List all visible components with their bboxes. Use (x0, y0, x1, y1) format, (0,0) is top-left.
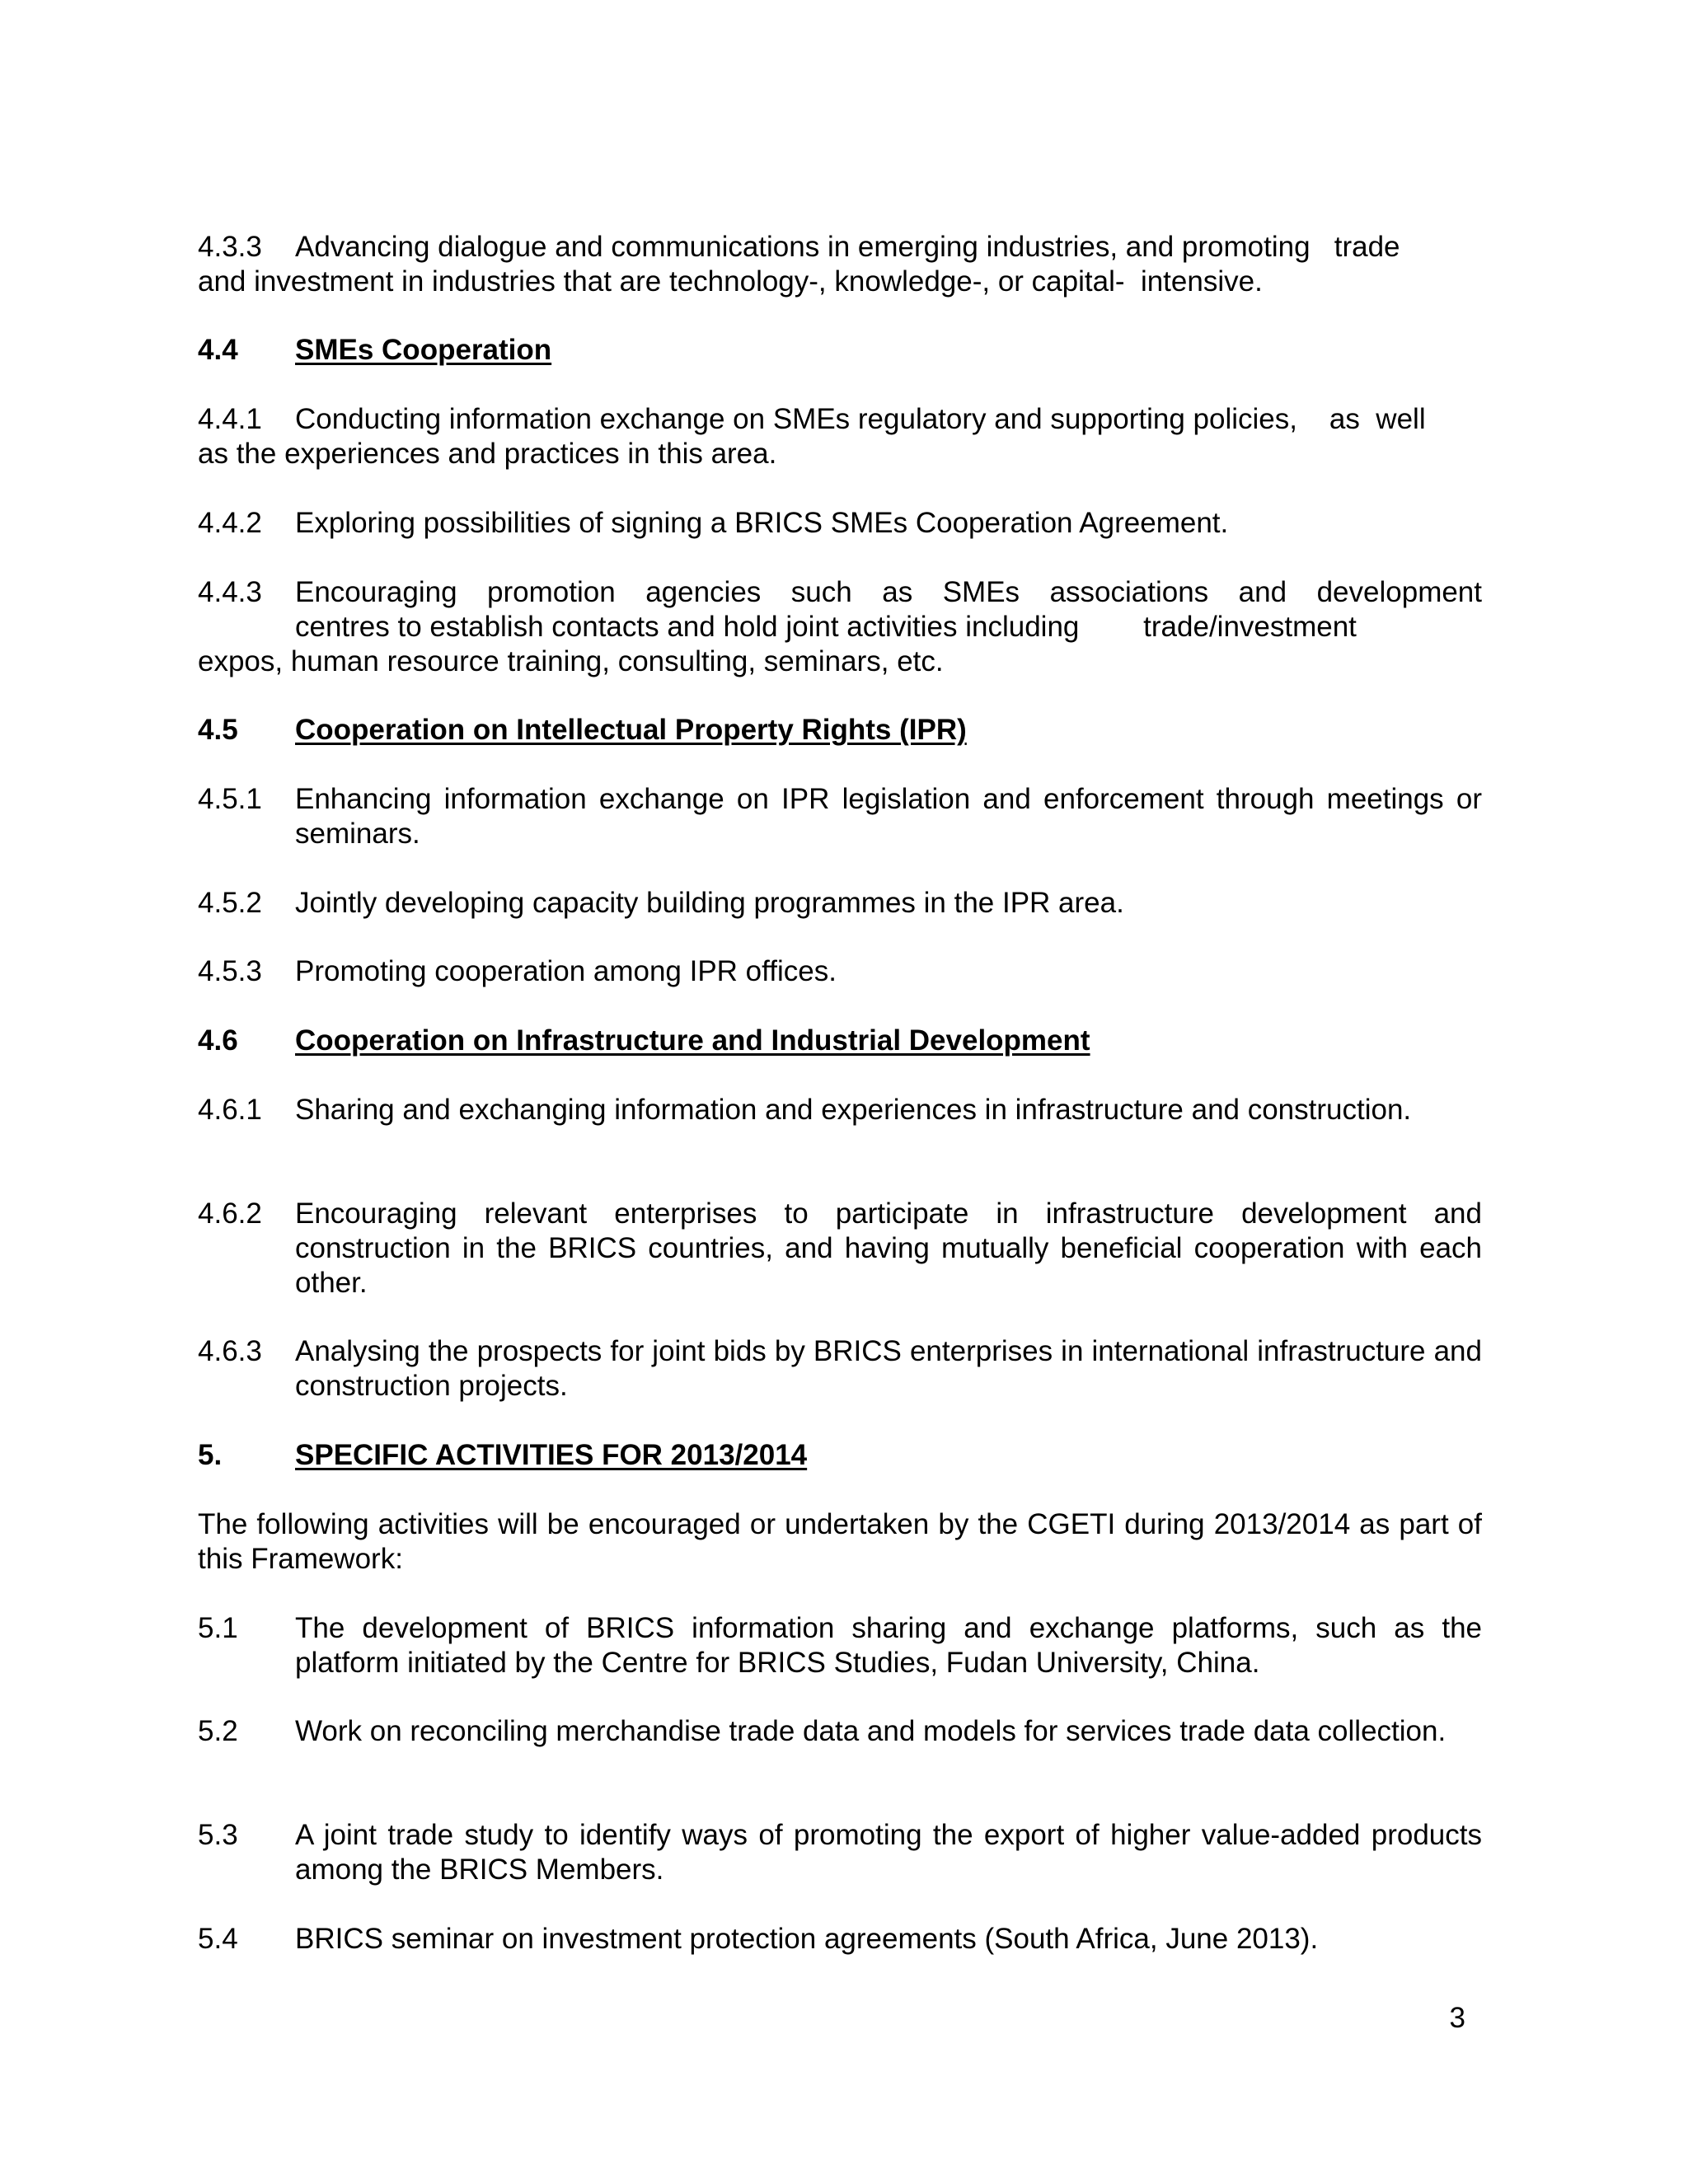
paragraph-line: expos, human resource training, consulting, seminars, etc. (198, 645, 944, 677)
paragraph-line: Advancing dialogue and communications in emerging industries, and promoting trade (295, 231, 1400, 263)
item-number: 5.1 (198, 1612, 238, 1644)
section-number: 4.4 (198, 334, 238, 366)
paragraph-line: Encouraging promotion agencies such as SMEs associations and development (295, 576, 1482, 608)
paragraph-text: Promoting cooperation among IPR offices. (295, 955, 837, 987)
section-number: 4.6 (198, 1024, 238, 1057)
paragraph-text: A joint trade study to identify ways of promoting the export of higher value-added products among the BRICS Members. (295, 1819, 1482, 1886)
item-number: 5.4 (198, 1923, 238, 1955)
item-number: 4.5.3 (198, 955, 262, 987)
paragraph-text: Encouraging relevant enterprises to participate in infrastructure development and construction in the BRICS countries, and having mutually beneficial cooperation with each other. (295, 1197, 1482, 1299)
section-heading (295, 713, 967, 748)
intro-paragraph: The following activities will be encouraged or undertaken by the CGETI during 2013/2014 as part of this Framework: (198, 1508, 1482, 1575)
paragraph-line: and investment in industries that are technology-, knowledge-, or capital- intensive. (198, 265, 1263, 298)
item-number: 4.6.1 (198, 1094, 262, 1126)
paragraph-line: as the experiences and practices in this area. (198, 438, 777, 470)
section-heading (295, 1438, 807, 1473)
item-number: 4.5.2 (198, 887, 262, 919)
paragraph-text: Analysing the prospects for joint bids by BRICS enterprises in international infrastructure and construction projects. (295, 1335, 1482, 1402)
item-number: 4.5.1 (198, 783, 262, 815)
paragraph-text: Sharing and exchanging information and experiences in infrastructure and construction. (295, 1094, 1412, 1126)
paragraph-text: Enhancing information exchange on IPR legislation and enforcement through meetings or seminars. (295, 783, 1482, 850)
item-number: 4.3.3 (198, 231, 262, 263)
item-number: 4.4.2 (198, 507, 262, 539)
paragraph-line: centres to establish contacts and hold joint activities including trade/investment (295, 611, 1357, 643)
section-title: Cooperation on Infrastructure and Industrial Development (295, 1024, 1090, 1057)
paragraph-text: The development of BRICS information sharing and exchange platforms, such as the platform initiated by the Centre for BRICS Studies, Fudan University, China. (295, 1612, 1482, 1679)
item-number: 5.3 (198, 1819, 238, 1851)
paragraph-text: BRICS seminar on investment protection agreements (South Africa, June 2013). (295, 1923, 1319, 1955)
section-heading (295, 1024, 1090, 1058)
section-title: Cooperation on Intellectual Property Rights (IPR) (295, 714, 967, 746)
item-number: 4.6.3 (198, 1335, 262, 1367)
section-title: SPECIFIC ACTIVITIES FOR 2013/2014 (295, 1439, 808, 1471)
item-number: 4.6.2 (198, 1197, 262, 1230)
section-heading (295, 333, 551, 368)
section-number: 5. (198, 1439, 223, 1471)
section-title: SMEs Cooperation (295, 334, 552, 366)
paragraph-text: Exploring possibilities of signing a BRICS SMEs Cooperation Agreement. (295, 507, 1229, 539)
item-number: 4.4.3 (198, 576, 262, 608)
page-number: 3 (1449, 2002, 1465, 2034)
paragraph-line: Conducting information exchange on SMEs regulatory and supporting policies, as well (295, 403, 1426, 435)
paragraph-text: Work on reconciling merchandise trade data and models for services trade data collection. (295, 1715, 1447, 1747)
paragraph-text: Jointly developing capacity building programmes in the IPR area. (295, 887, 1124, 919)
item-number: 4.4.1 (198, 403, 262, 435)
section-number: 4.5 (198, 714, 238, 746)
item-number: 5.2 (198, 1715, 238, 1747)
